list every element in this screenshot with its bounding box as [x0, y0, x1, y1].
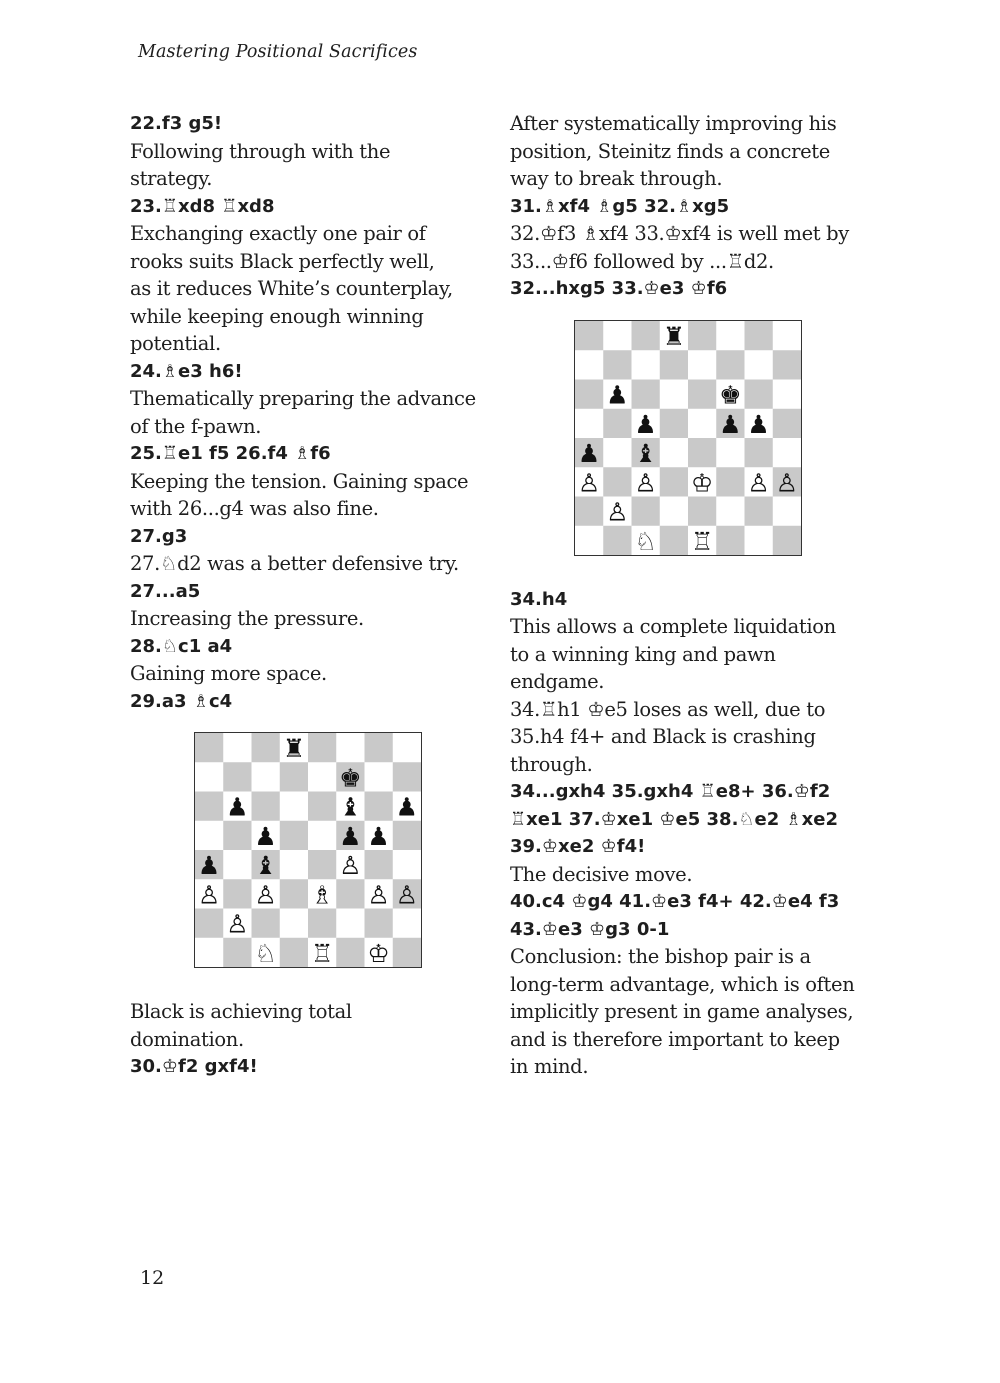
chess-piece-white-e3: ♗ [310, 880, 334, 910]
commentary-line: endgame. [510, 670, 605, 693]
commentary-line: to a winning king and pawn [510, 642, 776, 666]
board-square [308, 850, 337, 880]
commentary-line: Increasing the pressure. [130, 607, 364, 630]
board-square [660, 496, 689, 526]
board-square [745, 350, 774, 380]
chess-piece-white-h3: ♙ [395, 880, 419, 910]
board-square [575, 525, 604, 555]
commentary-line: of the f-pawn. [130, 414, 262, 438]
commentary-line: 32.♔f3 ♗xf4 33.♔xf4 is well met by [510, 222, 849, 245]
chess-piece-white-b2: ♙ [606, 497, 629, 527]
chess-piece-white-g1: ♔ [367, 938, 390, 968]
commentary-line: strategy. [130, 167, 213, 190]
board-square [773, 525, 802, 555]
move-notation: 43.♔e3 ♔g3 0-1 [510, 918, 670, 940]
commentary-line: through. [510, 752, 593, 776]
chess-piece-white-c1: ♘ [254, 938, 277, 968]
board-square [745, 496, 774, 526]
board-square [745, 525, 774, 555]
move-notation: 30.♔f2 gxf4! [130, 1056, 258, 1077]
commentary-line: 35.h4 f4+ and Black is crashing [510, 725, 816, 748]
board-square [223, 821, 252, 851]
board-square [280, 850, 309, 880]
left-text-block-1 [130, 110, 486, 715]
board-square [280, 792, 309, 822]
move-notation: 27...a5 [130, 580, 201, 602]
chess-piece-black-c4: ♝ [634, 438, 657, 468]
commentary-line: long-term advantage, which is often [510, 972, 855, 996]
board-square [575, 350, 604, 380]
board-square [716, 438, 745, 468]
move-notation: 39.♔xe2 ♔f4! [510, 836, 646, 857]
chess-piece-black-f7: ♚ [339, 763, 362, 793]
move-notation: 25.♖e1 f5 26.f4 ♗f6 [130, 443, 331, 464]
chessboard [574, 320, 802, 556]
board-square [393, 938, 422, 968]
move-notation: 40.c4 ♔g4 41.♔e3 f4+ 42.♔e4 f3 [510, 891, 840, 912]
board-square [603, 321, 632, 351]
commentary-line: 34.♖h1 ♔e5 loses as well, due to [510, 697, 826, 721]
commentary-line: Keeping the tension. Gaining space [130, 469, 469, 493]
board-square [632, 350, 661, 380]
chess-piece-white-e3: ♔ [690, 467, 714, 497]
board-square [223, 879, 252, 909]
chess-piece-black-g5: ♟ [367, 821, 390, 851]
board-square [688, 350, 717, 380]
board-square [575, 379, 604, 409]
board-square [336, 938, 365, 968]
commentary-line: and is therefore important to keep [510, 1027, 840, 1051]
chess-piece-white-c3: ♙ [254, 880, 277, 910]
chessboard [194, 732, 422, 968]
board-square [688, 438, 717, 468]
commentary-line: After systematically improving his [510, 112, 837, 135]
board-square [308, 909, 337, 939]
board-square [280, 938, 309, 968]
board-square [773, 350, 802, 380]
board-square [252, 733, 281, 763]
right-column [510, 110, 866, 1081]
board-square [280, 821, 309, 851]
board-square [252, 792, 281, 822]
commentary-line: Following through with the [130, 139, 391, 163]
chess-piece-white-g3: ♙ [367, 880, 390, 910]
commentary-line: domination. [130, 1027, 244, 1051]
board-square [773, 438, 802, 468]
chess-piece-white-c1: ♘ [634, 526, 657, 556]
board-square [632, 496, 661, 526]
board-square [660, 438, 689, 468]
commentary-line: 27.♘d2 was a better defensive try. [130, 552, 459, 575]
commentary-line: This allows a complete liquidation [510, 615, 836, 638]
board-square [716, 321, 745, 351]
board-square [660, 350, 689, 380]
move-notation: 24.♗e3 h6! [130, 360, 243, 382]
board-square [716, 496, 745, 526]
move-notation: 32...hxg5 33.♔e3 ♔f6 [510, 278, 728, 299]
board-square [603, 467, 632, 497]
commentary-line: The decisive move. [510, 862, 693, 886]
commentary-line: potential. [130, 332, 221, 355]
commentary-line: Black is achieving total [130, 1000, 352, 1023]
chess-piece-black-f6: ♝ [339, 792, 362, 822]
board-square [603, 408, 632, 438]
chess-piece-white-b2: ♙ [226, 909, 249, 939]
board-square [195, 762, 224, 792]
chess-piece-black-a4: ♟ [197, 851, 221, 881]
board-square [252, 762, 281, 792]
move-notation: 23.♖xd8 ♖xd8 [130, 195, 275, 217]
board-square [745, 379, 774, 409]
board-square [688, 321, 717, 351]
board-square [773, 496, 802, 526]
board-square [195, 938, 224, 968]
board-square [195, 733, 224, 763]
chess-piece-black-c5: ♟ [634, 409, 657, 439]
board-square [365, 762, 394, 792]
board-square [716, 467, 745, 497]
board-square [745, 438, 774, 468]
board-square [365, 850, 394, 880]
right-text-block-2 [510, 586, 866, 1081]
commentary-line: as it reduces White’s counterplay, [130, 277, 453, 300]
move-notation: 34...gxh4 35.gxh4 ♖e8+ 36.♔f2 [510, 781, 831, 802]
board-square [603, 525, 632, 555]
board-square [632, 321, 661, 351]
chess-piece-white-h3: ♙ [775, 467, 799, 497]
right-text-block-1 [510, 110, 866, 303]
move-notation: 31.♗xf4 ♗g5 32.♗xg5 [510, 195, 730, 217]
commentary-line: Thematically preparing the advance [130, 387, 476, 410]
commentary-line: way to break through. [510, 167, 723, 190]
chess-diagram-2 [574, 320, 866, 556]
board-square [308, 733, 337, 763]
board-square [575, 408, 604, 438]
board-square [716, 525, 745, 555]
board-square [280, 762, 309, 792]
board-square [393, 762, 422, 792]
chess-piece-black-d8: ♜ [662, 321, 686, 351]
board-square [393, 821, 422, 851]
board-square [575, 321, 604, 351]
chess-piece-white-c3: ♙ [634, 467, 657, 497]
move-notation: 34.h4 [510, 588, 568, 610]
board-square [308, 792, 337, 822]
chess-piece-white-f4: ♙ [339, 851, 362, 881]
board-square [195, 792, 224, 822]
board-square [773, 321, 802, 351]
board-square [688, 379, 717, 409]
commentary-line: with 26...g4 was also fine. [130, 497, 379, 520]
commentary-line: Gaining more space. [130, 662, 327, 685]
board-square [280, 909, 309, 939]
chess-piece-white-a3: ♙ [197, 880, 221, 910]
board-square [252, 909, 281, 939]
board-square [773, 408, 802, 438]
chess-piece-white-a3: ♙ [577, 467, 601, 497]
move-notation: ♖xe1 37.♔xe1 ♔e5 38.♘e2 ♗xe2 [510, 808, 839, 830]
running-head: Mastering Positional Sacrifices [138, 42, 418, 62]
board-square [575, 496, 604, 526]
board-square [365, 909, 394, 939]
board-square [632, 379, 661, 409]
board-square [393, 733, 422, 763]
left-text-block-2 [130, 998, 486, 1081]
board-square [393, 850, 422, 880]
board-square [688, 496, 717, 526]
board-square [603, 350, 632, 380]
board-square [660, 408, 689, 438]
chess-piece-black-f5: ♟ [719, 409, 742, 439]
board-square [660, 379, 689, 409]
chess-piece-black-a4: ♟ [577, 438, 601, 468]
chess-piece-white-g3: ♙ [747, 467, 770, 497]
chess-piece-black-g5: ♟ [747, 409, 770, 439]
board-square [745, 321, 774, 351]
board-square [716, 350, 745, 380]
board-square [336, 909, 365, 939]
board-square [660, 467, 689, 497]
move-notation: 22.f3 g5! [130, 113, 223, 134]
board-square [308, 821, 337, 851]
board-square [223, 762, 252, 792]
chess-piece-black-d8: ♜ [282, 734, 306, 764]
board-square [688, 408, 717, 438]
board-square [223, 938, 252, 968]
move-notation: 29.a3 ♗c4 [130, 690, 233, 712]
chess-piece-white-e1: ♖ [310, 938, 334, 968]
board-square [223, 733, 252, 763]
chess-piece-black-f6: ♚ [719, 380, 742, 410]
board-square [336, 879, 365, 909]
board-square [308, 762, 337, 792]
chess-piece-black-f5: ♟ [339, 821, 362, 851]
commentary-line: 33...♔f6 followed by ...♖d2. [510, 249, 774, 273]
board-square [393, 909, 422, 939]
chess-piece-black-h6: ♟ [395, 792, 419, 822]
chess-piece-black-b6: ♟ [226, 792, 249, 822]
board-square [365, 792, 394, 822]
chess-piece-black-c4: ♝ [254, 851, 277, 881]
page-number: 12 [140, 1267, 165, 1289]
board-square [280, 879, 309, 909]
move-notation: 27.g3 [130, 525, 188, 547]
commentary-line: Conclusion: the bishop pair is a [510, 945, 811, 968]
left-column [130, 110, 486, 1081]
commentary-line: in mind. [510, 1055, 589, 1078]
board-square [773, 379, 802, 409]
chess-diagram-1 [194, 732, 486, 968]
commentary-line: Exchanging exactly one pair of [130, 222, 426, 245]
commentary-line: while keeping enough winning [130, 304, 424, 328]
board-square [195, 909, 224, 939]
chess-piece-white-e1: ♖ [690, 526, 714, 556]
board-square [223, 850, 252, 880]
board-square [603, 438, 632, 468]
chess-piece-black-c5: ♟ [254, 821, 277, 851]
board-square [195, 821, 224, 851]
board-square [660, 525, 689, 555]
board-square [336, 733, 365, 763]
commentary-line: position, Steinitz finds a concrete [510, 139, 830, 163]
move-notation: 28.♘c1 a4 [130, 635, 233, 657]
chess-piece-black-b6: ♟ [606, 380, 629, 410]
commentary-line: rooks suits Black perfectly well, [130, 249, 435, 273]
commentary-line: implicitly present in game analyses, [510, 1000, 854, 1023]
board-square [365, 733, 394, 763]
